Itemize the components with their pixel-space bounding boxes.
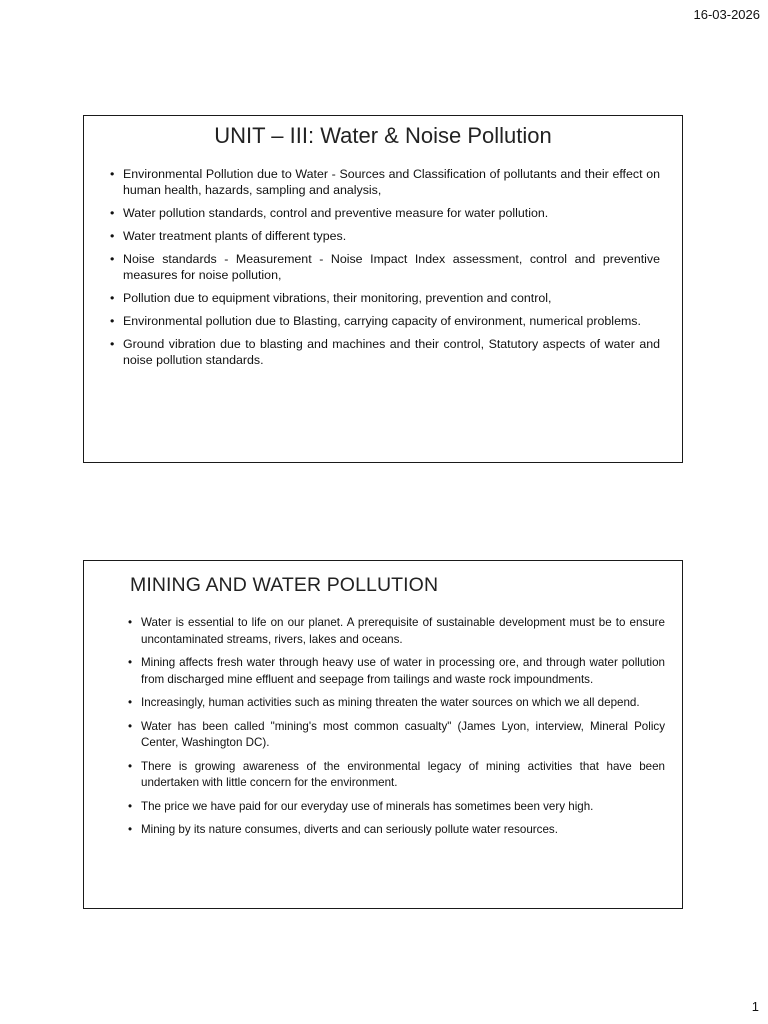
bullet-list bbox=[110, 166, 660, 375]
bullet-list bbox=[128, 615, 665, 846]
slide-title: MINING AND WATER POLLUTION bbox=[130, 574, 439, 596]
slide-2 bbox=[83, 560, 683, 909]
slide-title: UNIT – III: Water & Noise Pollution bbox=[214, 123, 552, 148]
bullet-item: • The price we have paid for our everyday use of minerals has sometimes been very high. bbox=[128, 799, 665, 816]
bullet-item: • Water pollution standards, control and preventive measure for water pollution. bbox=[110, 205, 660, 221]
bullet-item: • Increasingly, human activities such as mining threaten the water sources on which we all depend. bbox=[128, 695, 665, 712]
slide-1 bbox=[83, 115, 683, 463]
bullet-item: • Water is essential to life on our planet. A prerequisite of sustainable development must be to ensure uncontaminated streams, rivers, lakes and oceans. bbox=[128, 615, 665, 648]
bullet-item: • Pollution due to equipment vibrations, their monitoring, prevention and control, bbox=[110, 290, 660, 306]
bullet-item: • Water has been called "mining's most common casualty" (James Lyon, interview, Mineral Policy Center, Washington DC). bbox=[128, 719, 665, 752]
bullet-item: • Environmental pollution due to Blasting, carrying capacity of environment, numerical problems. bbox=[110, 313, 660, 329]
bullet-item: • Environmental Pollution due to Water - Sources and Classification of pollutants and their effect on human health, hazards, sampling and analysis, bbox=[110, 166, 660, 198]
bullet-item: • Mining affects fresh water through heavy use of water in processing ore, and through water pollution from discharged mine effluent and seepage from tailings and waste rock impoundments. bbox=[128, 655, 665, 688]
page-number: 1 bbox=[751, 999, 759, 1014]
bullet-item: • Ground vibration due to blasting and machines and their control, Statutory aspects of water and noise pollution standards. bbox=[110, 336, 660, 368]
bullet-item: • Noise standards - Measurement - Noise Impact Index assessment, control and preventive measures for noise pollution, bbox=[110, 251, 660, 283]
bullet-item: • Water treatment plants of different types. bbox=[110, 228, 660, 244]
bullet-item: • Mining by its nature consumes, diverts and can seriously pollute water resources. bbox=[128, 822, 665, 839]
page-date: 16-03-2026 bbox=[693, 7, 760, 22]
bullet-item: • There is growing awareness of the environmental legacy of mining activities that have been undertaken with little concern for the environment. bbox=[128, 759, 665, 792]
